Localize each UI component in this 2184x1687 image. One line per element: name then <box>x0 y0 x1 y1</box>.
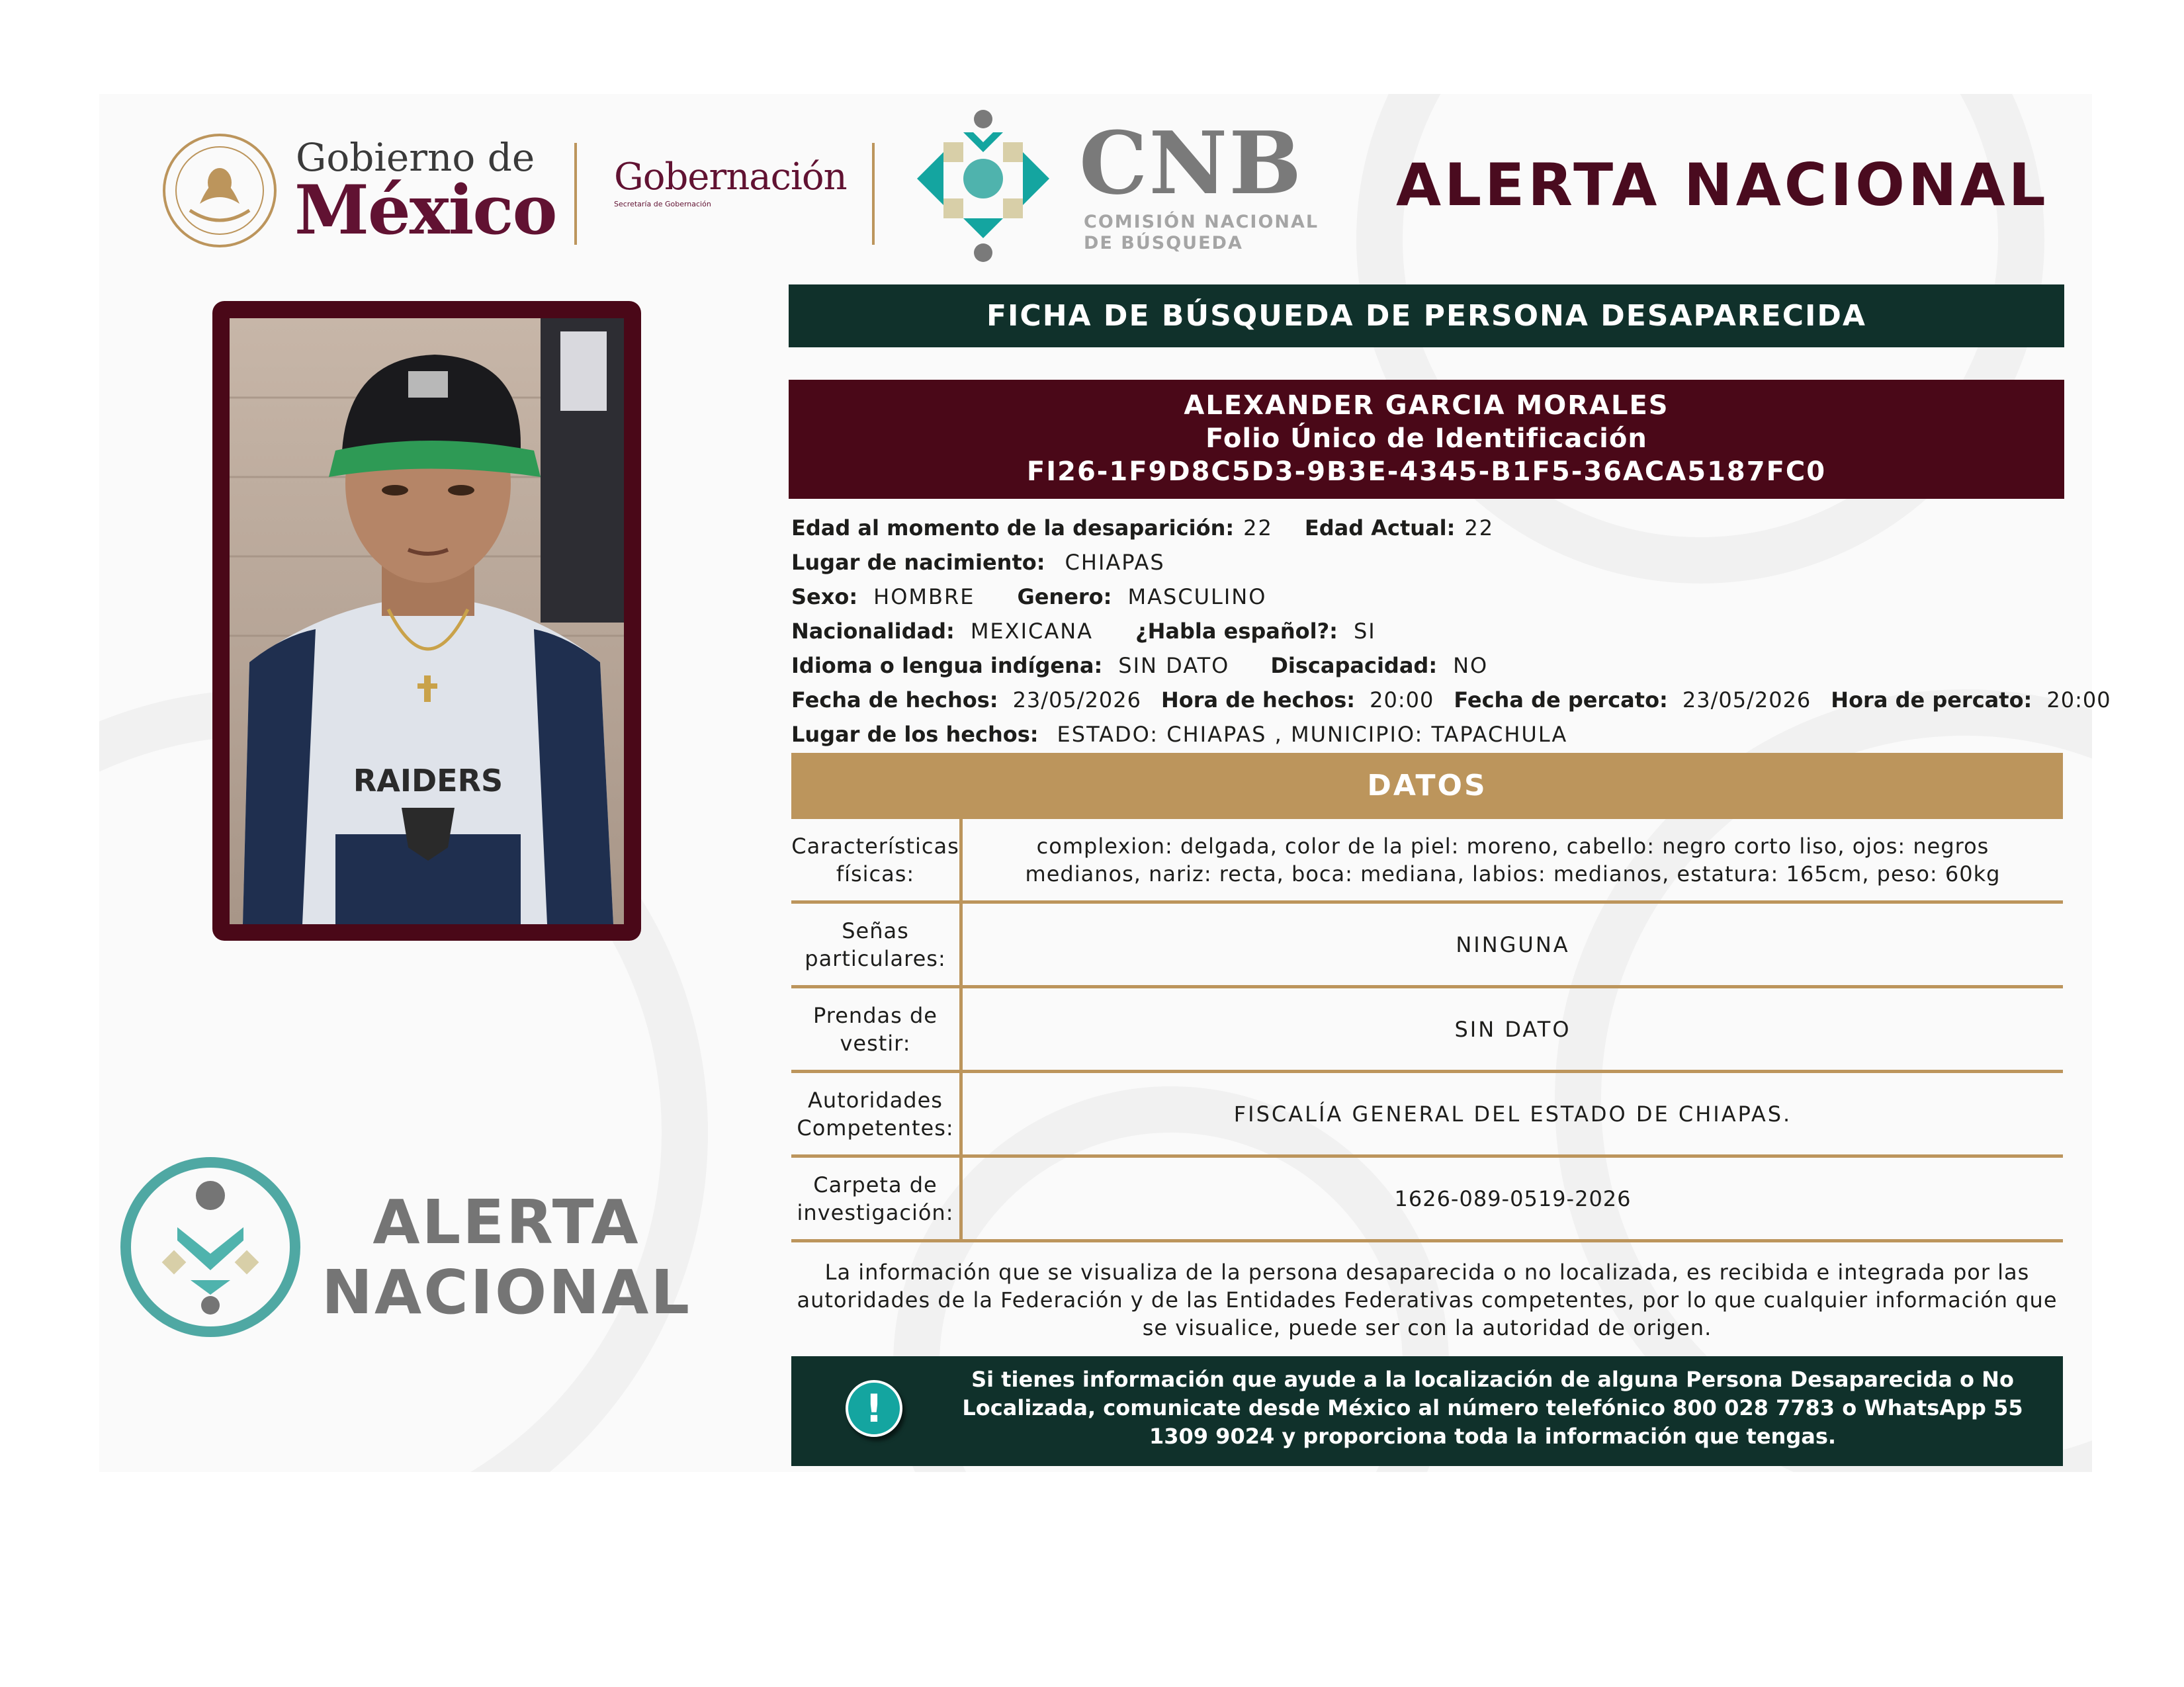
info-line-fechas <box>791 683 2111 717</box>
row-label: Autoridades Competentes: <box>791 1073 963 1154</box>
hora-percato-label: Hora de percato: <box>1831 687 2032 713</box>
person-info <box>791 511 2111 752</box>
datos-title-bar: DATOS <box>791 753 2063 819</box>
exclamation-icon: ! <box>846 1380 902 1437</box>
edad-desaparicion-value: 22 <box>1243 515 1273 541</box>
ficha-title-bar: FICHA DE BÚSQUEDA DE PERSONA DESAPARECIDA <box>789 284 2064 347</box>
disclaimer-text: La información que se visualiza de la persona desaparecida o no localizada, es recibida e integrada por las autoridades de la Federación y de las Entidades Federativas competentes, por lo que cualquier información que se visualice, puede ser con la autoridad de origen. <box>797 1260 2058 1340</box>
cnb-acronym: CNB <box>1079 112 1303 214</box>
person-header-bar <box>789 380 2064 499</box>
idioma-value: SIN DATO <box>1118 653 1230 678</box>
hora-hechos-value: 20:00 <box>1370 687 1434 713</box>
discapacidad-label: Discapacidad: <box>1270 653 1438 678</box>
info-line-edad <box>791 511 2068 545</box>
genero-value: MASCULINO <box>1127 584 1267 609</box>
gobernacion-logo <box>614 155 852 215</box>
habla-espanol-label: ¿Habla español?: <box>1135 619 1338 644</box>
table-row <box>791 988 2063 1073</box>
nacionalidad-label: Nacionalidad: <box>791 619 955 644</box>
genero-label: Genero: <box>1017 584 1112 609</box>
sexo-label: Sexo: <box>791 584 858 609</box>
alerta-nacional-title: ALERTA NACIONAL <box>1396 151 2049 219</box>
missing-person-photo <box>230 318 624 924</box>
fecha-hechos-value: 23/05/2026 <box>1012 687 1141 713</box>
alerta-nacional-logo-text <box>322 1188 691 1328</box>
habla-espanol-value: SI <box>1353 619 1376 644</box>
lugar-nacimiento-value: CHIAPAS <box>1065 550 1165 575</box>
sexo-value: HOMBRE <box>873 584 975 609</box>
gobernacion-title: Gobernación <box>614 155 847 198</box>
info-line-nacionalidad <box>791 614 2068 648</box>
discapacidad-value: NO <box>1453 653 1489 678</box>
row-value: FISCALÍA GENERAL DEL ESTADO DE CHIAPAS. <box>1233 1101 1792 1127</box>
row-label: Características físicas: <box>791 819 963 900</box>
row-value: SIN DATO <box>1454 1016 1571 1042</box>
gobierno-de-mexico-logo <box>160 131 584 250</box>
fecha-percato-value: 23/05/2026 <box>1682 687 1812 713</box>
datos-table <box>791 819 2063 1242</box>
folio-label: Folio Único de Identificación <box>1205 423 1647 454</box>
info-line-sexo <box>791 580 2068 614</box>
row-value: 1626-089-0519-2026 <box>1394 1186 1632 1211</box>
alerta-nacional-emblem-icon <box>118 1154 303 1340</box>
contact-bar <box>791 1356 2063 1466</box>
row-label: Señas particulares: <box>791 904 963 985</box>
gobierno-line1: Gobierno de <box>296 135 535 180</box>
lugar-hechos-value: ESTADO: CHIAPAS , MUNICIPIO: TAPACHULA <box>1057 722 1568 747</box>
table-row <box>791 819 2063 904</box>
edad-actual-label: Edad Actual: <box>1304 515 1456 541</box>
gobernacion-subtitle: Secretaría de Gobernación <box>614 200 711 208</box>
edad-desaparicion-label: Edad al momento de la desaparición: <box>791 515 1235 541</box>
cnb-line1: COMISIÓN NACIONAL <box>1084 212 1319 232</box>
row-value: complexion: delgada, color de la piel: moreno, cabello: negro corto liso, ojos: negros medianos, nariz: recta, boca: mediana, labios: medianos, estatura: 165cm, peso: 60kg <box>1025 833 2001 887</box>
edad-actual-value: 22 <box>1464 515 1495 541</box>
cnb-full-name <box>1084 212 1319 254</box>
header-separator <box>872 143 875 245</box>
table-row <box>791 904 2063 988</box>
person-name: ALEXANDER GARCIA MORALES <box>1184 390 1669 421</box>
hora-percato-value: 20:00 <box>2046 687 2111 713</box>
info-line-lugar-hechos <box>791 717 2068 752</box>
row-value: NINGUNA <box>1456 931 1570 957</box>
logo-line2: NACIONAL <box>322 1257 691 1328</box>
fecha-percato-label: Fecha de percato: <box>1454 687 1668 713</box>
lugar-nacimiento-label: Lugar de nacimiento: <box>791 550 1045 575</box>
table-row <box>791 1158 2063 1242</box>
folio-value: FI26-1F9D8C5D3-9B3E-4345-B1F5-36ACA5187FC0 <box>1026 456 1827 487</box>
hora-hechos-label: Hora de hechos: <box>1161 687 1356 713</box>
contact-text: Si tienes información que ayude a la localización de alguna Persona Desaparecida o No Localizada, comunicate desde México al número telefónico 800 028 7783 o WhatsApp 55 1309 9024 y proporciona toda la información que tengas. <box>962 1367 2023 1449</box>
info-line-nacimiento <box>791 545 2068 580</box>
cnb-emblem-icon <box>904 106 1063 265</box>
table-row <box>791 1073 2063 1158</box>
idioma-label: Idioma o lengua indígena: <box>791 653 1103 678</box>
cnb-logo <box>904 106 1327 265</box>
alerta-nacional-logo <box>118 1154 691 1340</box>
national-seal-icon <box>160 131 279 250</box>
svg-text:RAIDERS: RAIDERS <box>353 763 503 799</box>
fecha-hechos-label: Fecha de hechos: <box>791 687 998 713</box>
gobierno-line2: México <box>294 171 556 250</box>
info-line-idioma <box>791 648 2068 683</box>
cnb-line2: DE BÚSQUEDA <box>1084 233 1243 253</box>
nacionalidad-value: MEXICANA <box>970 619 1094 644</box>
row-label: Prendas de vestir: <box>791 988 963 1070</box>
header-separator <box>574 143 577 245</box>
lugar-hechos-label: Lugar de los hechos: <box>791 722 1039 747</box>
logo-line1: ALERTA <box>372 1187 640 1258</box>
row-label: Carpeta de investigación: <box>791 1158 963 1239</box>
